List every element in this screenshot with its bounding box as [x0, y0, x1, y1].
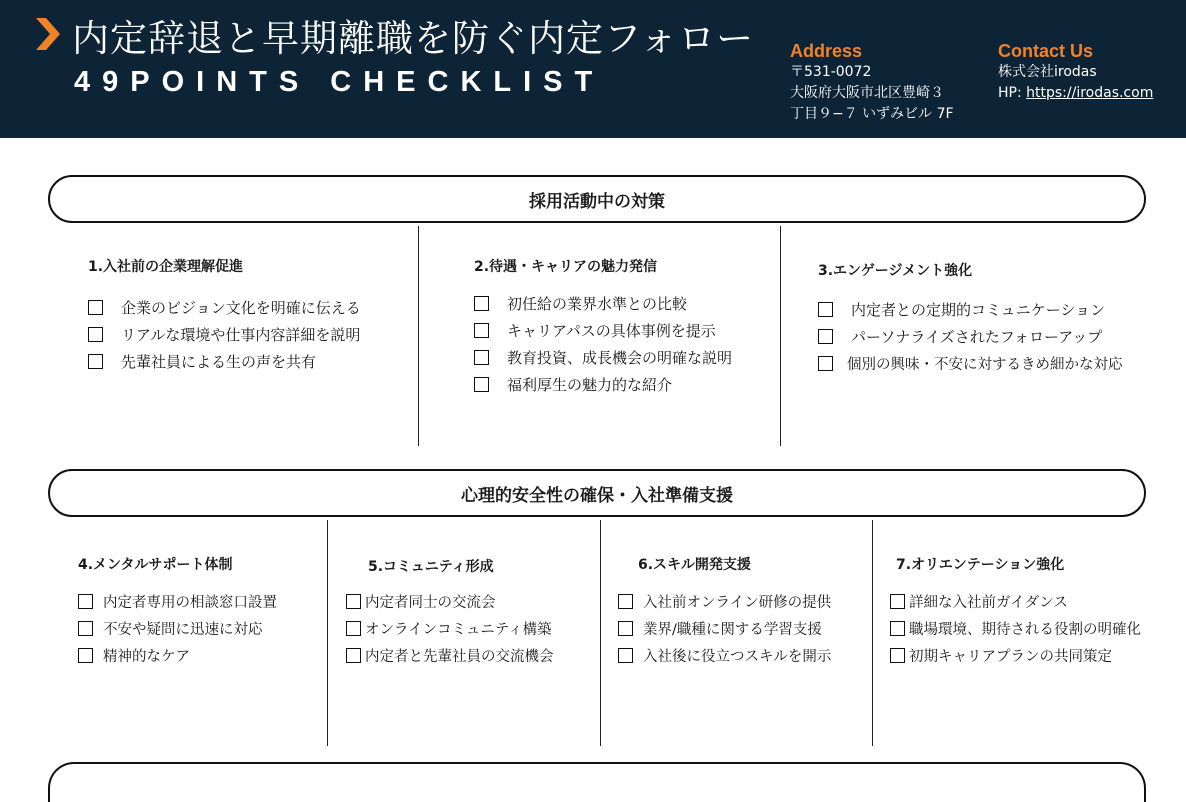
section-heading: 心理的安全性の確保・入社準備支援 — [48, 469, 1146, 517]
checklist-item[interactable] — [890, 642, 1141, 669]
checklist-item[interactable] — [78, 588, 277, 615]
column-title: 5.コミュニティ形成 — [368, 559, 494, 575]
checklist-column — [618, 554, 831, 669]
checklist-column — [346, 556, 554, 669]
checkbox[interactable] — [618, 621, 633, 636]
checklist-item[interactable] — [78, 615, 277, 642]
checkbox[interactable] — [890, 621, 905, 636]
checkbox[interactable] — [474, 323, 489, 338]
homepage-line — [998, 83, 1183, 104]
checklist-item[interactable] — [346, 642, 554, 669]
column-divider — [327, 520, 328, 746]
address-line: 丁目９−７ いずみビル 7F — [790, 106, 954, 122]
column-title: 3.エンゲージメント強化 — [818, 263, 973, 279]
item-label: 入社後に役立つスキルを開示 — [643, 649, 832, 665]
checklist-column — [474, 256, 732, 398]
column-divider — [872, 520, 873, 746]
checkbox[interactable] — [88, 300, 103, 315]
checklist-column — [78, 554, 277, 669]
checklist-item[interactable] — [346, 615, 554, 642]
checklist-item[interactable] — [890, 588, 1141, 615]
item-label: 内定者と先輩社員の交流機会 — [365, 649, 554, 665]
item-label: 内定者専用の相談窓口設置 — [103, 595, 277, 611]
checkbox[interactable] — [346, 648, 361, 663]
checkbox[interactable] — [890, 648, 905, 663]
item-label: 精神的なケア — [103, 649, 190, 665]
address-heading: Address — [790, 41, 863, 61]
item-label: 入社前オンライン研修の提供 — [643, 595, 832, 611]
item-label: 初任給の業界水準との比較 — [507, 295, 688, 313]
page-title: 内定辞退と早期離職を防ぐ内定フォロー — [72, 17, 755, 60]
checklist-column — [818, 260, 1123, 377]
item-label: 先輩社員による生の声を共有 — [121, 353, 317, 371]
checkbox[interactable] — [818, 302, 833, 317]
address-line: 〒531-0072 — [790, 64, 872, 80]
item-label: 企業のビジョン文化を明確に伝える — [121, 299, 361, 317]
column-divider — [780, 226, 781, 446]
item-label: 職場環境、期待される役割の明確化 — [909, 622, 1141, 638]
checkbox[interactable] — [474, 377, 489, 392]
checkbox[interactable] — [88, 354, 103, 369]
section-heading: 採用活動中の対策 — [48, 175, 1146, 223]
checkbox[interactable] — [618, 594, 633, 609]
checkbox[interactable] — [474, 350, 489, 365]
checkbox[interactable] — [88, 327, 103, 342]
item-label: 内定者との定期的コミュニケーション — [851, 301, 1106, 319]
item-label: 福利厚生の魅力的な紹介 — [507, 376, 673, 394]
checklist-item[interactable] — [474, 290, 732, 317]
checklist-column — [88, 256, 361, 375]
chevron-right-icon — [32, 14, 64, 54]
checklist-item[interactable] — [474, 317, 732, 344]
checklist-item[interactable] — [618, 588, 831, 615]
address-line: 大阪府大阪市北区豊崎３ — [790, 85, 944, 101]
column-title: 1.入社前の企業理解促進 — [88, 259, 244, 275]
checklist-item[interactable] — [818, 323, 1123, 350]
item-label: パーソナライズされたフォローアップ — [851, 328, 1103, 346]
column-title: 4.メンタルサポート体制 — [78, 557, 233, 573]
checklist-column — [890, 554, 1141, 669]
contact-heading: Contact Us — [998, 41, 1094, 61]
checklist-item[interactable] — [88, 348, 361, 375]
checklist-item[interactable] — [88, 321, 361, 348]
section-heading-partial — [48, 762, 1146, 802]
checklist-item[interactable] — [618, 642, 831, 669]
item-label: 詳細な入社前ガイダンス — [909, 595, 1068, 611]
item-label: 個別の興味・不安に対するきめ細かな対応 — [847, 357, 1123, 373]
homepage-link[interactable]: https://irodas.com — [1026, 85, 1154, 101]
checkbox[interactable] — [78, 648, 93, 663]
column-title: 2.待遇・キャリアの魅力発信 — [474, 259, 658, 275]
checkbox[interactable] — [346, 594, 361, 609]
item-label: キャリアパスの具体事例を提示 — [507, 322, 716, 340]
checklist-item[interactable] — [474, 344, 732, 371]
checklist-item[interactable] — [88, 294, 361, 321]
checklist-item[interactable] — [818, 350, 1123, 377]
checklist-item[interactable] — [474, 371, 732, 398]
item-label: 初期キャリアプランの共同策定 — [909, 649, 1112, 665]
company-name: 株式会社irodas — [998, 64, 1097, 80]
checklist-item[interactable] — [78, 642, 277, 669]
item-label: 教育投資、成長機会の明確な説明 — [507, 349, 733, 367]
item-label: オンラインコミュニティ構築 — [365, 622, 552, 638]
checkbox[interactable] — [346, 621, 361, 636]
checkbox[interactable] — [78, 621, 93, 636]
homepage-label: HP: — [998, 85, 1022, 101]
column-divider — [418, 226, 419, 446]
item-label: 不安や疑問に迅速に対応 — [103, 622, 263, 638]
checklist-item[interactable] — [346, 588, 554, 615]
column-title: 7.オリエンテーション強化 — [896, 557, 1065, 573]
item-label: リアルな環境や仕事内容詳細を説明 — [121, 326, 361, 344]
column-title: 6.スキル開発支援 — [638, 557, 751, 573]
address-block — [790, 40, 980, 125]
checklist-item[interactable] — [818, 296, 1123, 323]
checkbox[interactable] — [474, 296, 489, 311]
checkbox[interactable] — [818, 329, 833, 344]
checklist-item[interactable] — [618, 615, 831, 642]
checklist-item[interactable] — [890, 615, 1141, 642]
item-label: 内定者同士の交流会 — [365, 595, 496, 611]
checkbox[interactable] — [890, 594, 905, 609]
column-divider — [600, 520, 601, 746]
header-banner — [0, 0, 1186, 138]
checkbox[interactable] — [78, 594, 93, 609]
checkbox[interactable] — [618, 648, 633, 663]
item-label: 業界/職種に関する学習支援 — [643, 622, 822, 638]
page-subtitle: 49POINTS CHECKLIST — [74, 66, 605, 98]
contact-block — [998, 40, 1183, 104]
checkbox[interactable] — [818, 356, 833, 371]
